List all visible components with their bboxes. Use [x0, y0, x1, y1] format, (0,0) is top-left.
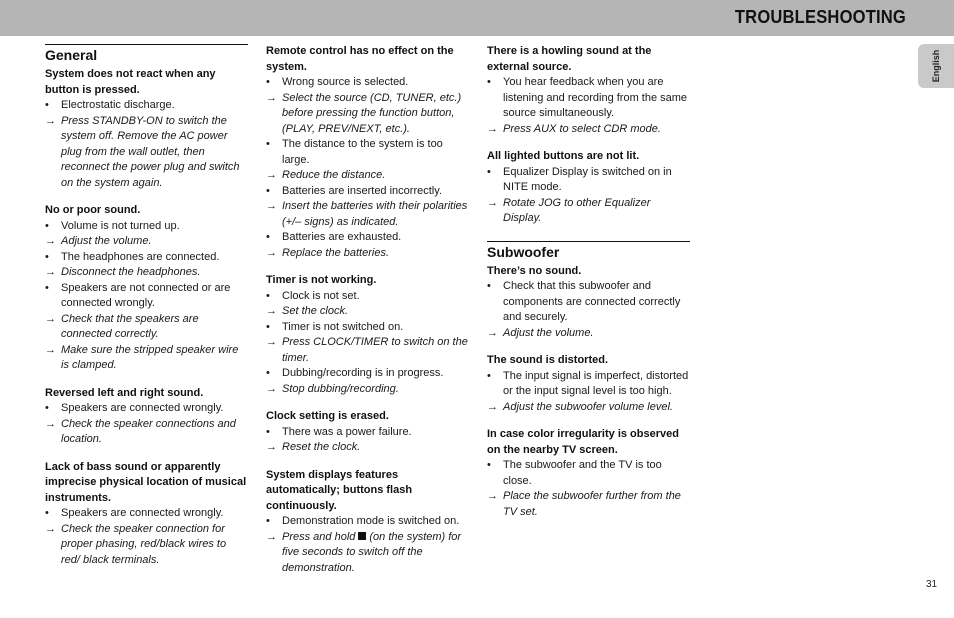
- solution-text: Rotate JOG to other Equalizer Display.: [503, 196, 651, 224]
- problem-heading: There is a howling sound at the external source.: [487, 45, 652, 73]
- arrow-icon: →: [266, 91, 277, 104]
- cause-item: [45, 506, 248, 522]
- solution-item: [266, 335, 469, 366]
- bullet-icon: •: [45, 99, 49, 111]
- solution-item: [487, 122, 690, 138]
- solution-text: Replace the batteries.: [282, 246, 390, 259]
- solution-item: [45, 234, 248, 250]
- solution-text: Press CLOCK/TIMER to switch on the timer.: [282, 336, 468, 364]
- cause-item: [266, 320, 469, 336]
- cause-item: [487, 369, 690, 400]
- cause-text: Timer is not switched on.: [282, 320, 404, 333]
- solution-item: [266, 304, 469, 320]
- cause-item: [487, 458, 690, 489]
- problem-heading: Clock setting is erased.: [266, 410, 389, 422]
- solution-item: [45, 312, 248, 343]
- arrow-icon: →: [487, 490, 498, 502]
- solution-text: Check that the speakers are connected correctly.: [61, 312, 199, 340]
- bullet-icon: •: [487, 280, 491, 292]
- cause-text: The headphones are connected.: [61, 250, 220, 263]
- bullet-icon: •: [266, 138, 270, 150]
- cause-text: Wrong source is selected.: [282, 76, 409, 88]
- language-tab: [918, 44, 954, 88]
- cause-text: Batteries are inserted incorrectly.: [282, 184, 442, 197]
- solution-text: Insert the batteries with their polarities (+/– signs) as indicated.: [282, 200, 468, 228]
- cause-text: The distance to the system is too large.: [282, 138, 443, 166]
- arrow-icon: →: [266, 441, 277, 453]
- bullet-icon: •: [45, 507, 49, 519]
- cause-text: Electrostatic discharge.: [61, 99, 175, 111]
- solution-text: Adjust the volume.: [503, 326, 594, 339]
- problem-heading: Remote control has no effect on the system.: [266, 45, 454, 73]
- bullet-icon: •: [487, 76, 491, 88]
- solution-text: Make sure the stripped speaker wire is clamped.: [61, 343, 239, 371]
- bullet-icon: •: [45, 402, 49, 414]
- problem-heading: All lighted buttons are not lit.: [487, 150, 640, 162]
- arrow-icon: →: [266, 382, 277, 395]
- bullet-icon: •: [487, 165, 491, 178]
- column-remote-timer: [266, 44, 469, 576]
- header-bar: [0, 0, 954, 36]
- cause-text: You hear feedback when you are listening and recording from the same source simultaneously.: [503, 76, 688, 119]
- problem-heading: Timer is not working.: [266, 274, 377, 286]
- solution-text: [282, 531, 461, 574]
- solution-text: Reduce the distance.: [282, 169, 386, 181]
- solution-item: [266, 440, 469, 456]
- arrow-icon: →: [487, 122, 498, 135]
- solution-item: [487, 196, 690, 227]
- solution-item: [266, 246, 469, 262]
- arrow-icon: →: [45, 312, 56, 325]
- solution-item: [266, 168, 469, 184]
- bullet-icon: •: [266, 320, 270, 333]
- solution-text: Select the source (CD, TUNER, etc.) before pressing the function button, (PLAY, PREV/NEXT, etc.).: [282, 91, 462, 135]
- cause-item: [487, 165, 690, 196]
- solution-text-post: (on the system) for five seconds to switch off the demonstration.: [282, 530, 462, 574]
- section-rule: [45, 44, 248, 45]
- cause-text: Equalizer Display is switched on in NITE mode.: [503, 165, 672, 193]
- bullet-icon: •: [45, 281, 49, 294]
- solution-text: Stop dubbing/recording.: [282, 382, 399, 395]
- section-title-general: General: [45, 47, 98, 63]
- cause-item: [266, 514, 469, 530]
- cause-item: [266, 75, 469, 91]
- cause-text: Speakers are connected wrongly.: [61, 402, 224, 414]
- cause-item: [487, 279, 690, 326]
- solution-text: Reset the clock.: [282, 441, 361, 453]
- arrow-icon: →: [266, 336, 277, 348]
- arrow-icon: →: [45, 522, 56, 535]
- cause-text: Demonstration mode is switched on.: [282, 515, 460, 527]
- cause-text: Dubbing/recording is in progress.: [282, 367, 444, 379]
- problem-heading: No or poor sound.: [45, 204, 141, 216]
- solution-text: Disconnect the headphones.: [61, 266, 201, 278]
- solution-item: [266, 199, 469, 230]
- bullet-icon: •: [487, 459, 491, 471]
- cause-item: [45, 281, 248, 312]
- cause-text: The input signal is imperfect, distorted or the input signal level is too high.: [503, 369, 689, 397]
- stop-icon: [358, 532, 366, 540]
- solution-item: [266, 382, 469, 398]
- cause-text: The subwoofer and the TV is too close.: [503, 459, 662, 487]
- cause-text: Volume is not turned up.: [61, 219, 180, 232]
- column-sound-subwoofer: [487, 44, 690, 520]
- solution-text-pre: Press and hold: [282, 530, 356, 543]
- cause-item: [45, 250, 248, 266]
- arrow-icon: →: [266, 200, 277, 212]
- solution-item: [45, 417, 248, 448]
- solution-text: Check the speaker connection for proper phasing, red/black wires to red/ black terminals.: [61, 522, 227, 566]
- arrow-icon: →: [266, 246, 277, 259]
- solution-item: [487, 400, 690, 416]
- arrow-icon: →: [266, 305, 277, 317]
- arrow-icon: →: [45, 235, 56, 247]
- arrow-icon: →: [266, 169, 277, 181]
- problem-heading: Lack of bass sound or apparently imprecise physical location of musical instruments.: [45, 460, 247, 504]
- bullet-icon: •: [45, 250, 49, 263]
- column-general: [45, 44, 248, 568]
- solution-item: [45, 343, 248, 374]
- bullet-icon: •: [266, 425, 270, 438]
- solution-text: Place the subwoofer further from the TV set.: [503, 490, 681, 518]
- section-title-subwoofer: Subwoofer: [487, 243, 560, 260]
- cause-item: [266, 425, 469, 441]
- bullet-icon: •: [266, 76, 270, 88]
- problem-heading: System displays features automatically; buttons flash continuously.: [266, 468, 413, 512]
- arrow-icon: →: [45, 114, 56, 127]
- solution-text: Press AUX to select CDR mode.: [503, 122, 661, 135]
- cause-item: [45, 98, 248, 114]
- cause-text: Speakers are connected wrongly.: [61, 507, 224, 519]
- arrow-icon: →: [266, 530, 277, 543]
- arrow-icon: →: [45, 266, 56, 278]
- section-rule: [487, 241, 690, 242]
- bullet-icon: •: [266, 184, 270, 197]
- cause-text: Batteries are exhausted.: [282, 231, 402, 243]
- solution-item: [45, 114, 248, 192]
- cause-item: [266, 137, 469, 168]
- cause-text: Check that this subwoofer and components are connected correctly and securely.: [503, 280, 681, 323]
- solution-text: Press STANDBY-ON to switch the system off. Remove the AC power plug from the wall outlet, then reconnect the power plug and switch on the system again.: [61, 114, 240, 189]
- problem-heading: There’s no sound.: [487, 264, 582, 277]
- bullet-icon: •: [266, 231, 270, 243]
- problem-heading: The sound is distorted.: [487, 354, 609, 366]
- arrow-icon: →: [45, 343, 56, 356]
- cause-item: [266, 366, 469, 382]
- arrow-icon: →: [487, 196, 498, 209]
- bullet-icon: •: [45, 219, 49, 232]
- solution-item: [45, 265, 248, 281]
- solution-item: [45, 522, 248, 569]
- bullet-icon: •: [266, 367, 270, 379]
- arrow-icon: →: [45, 417, 56, 430]
- cause-item: [487, 75, 690, 122]
- bullet-icon: •: [487, 369, 491, 382]
- problem-heading: In case color irregularity is observed on the nearby TV screen.: [487, 428, 679, 456]
- page-number: 31: [926, 579, 938, 590]
- solution-item: [487, 326, 690, 342]
- cause-item: [266, 230, 469, 246]
- cause-item: [45, 219, 248, 235]
- cause-item: [266, 184, 469, 200]
- page-title: TROUBLESHOOTING: [734, 7, 906, 27]
- cause-item: [266, 289, 469, 305]
- solution-text: Adjust the volume.: [61, 235, 152, 247]
- solution-text: Set the clock.: [282, 305, 349, 317]
- arrow-icon: →: [487, 400, 498, 413]
- subwoofer-section: [487, 241, 690, 521]
- problem-heading: System does not react when any button is pressed.: [45, 68, 216, 96]
- problem-heading: Reversed left and right sound.: [45, 386, 204, 399]
- solution-text: Check the speaker connections and location.: [61, 417, 236, 445]
- language-label: English: [931, 49, 941, 83]
- solution-text: Adjust the subwoofer volume level.: [503, 400, 673, 413]
- cause-text: Speakers are not connected or are connected wrongly.: [61, 281, 231, 309]
- solution-item: [266, 530, 469, 577]
- solution-item: [266, 91, 469, 138]
- cause-item: [45, 401, 248, 417]
- bullet-icon: •: [266, 515, 270, 527]
- cause-text: Clock is not set.: [282, 289, 360, 302]
- cause-text: There was a power failure.: [282, 425, 412, 438]
- solution-item: [487, 489, 690, 520]
- bullet-icon: •: [266, 289, 270, 302]
- arrow-icon: →: [487, 326, 498, 339]
